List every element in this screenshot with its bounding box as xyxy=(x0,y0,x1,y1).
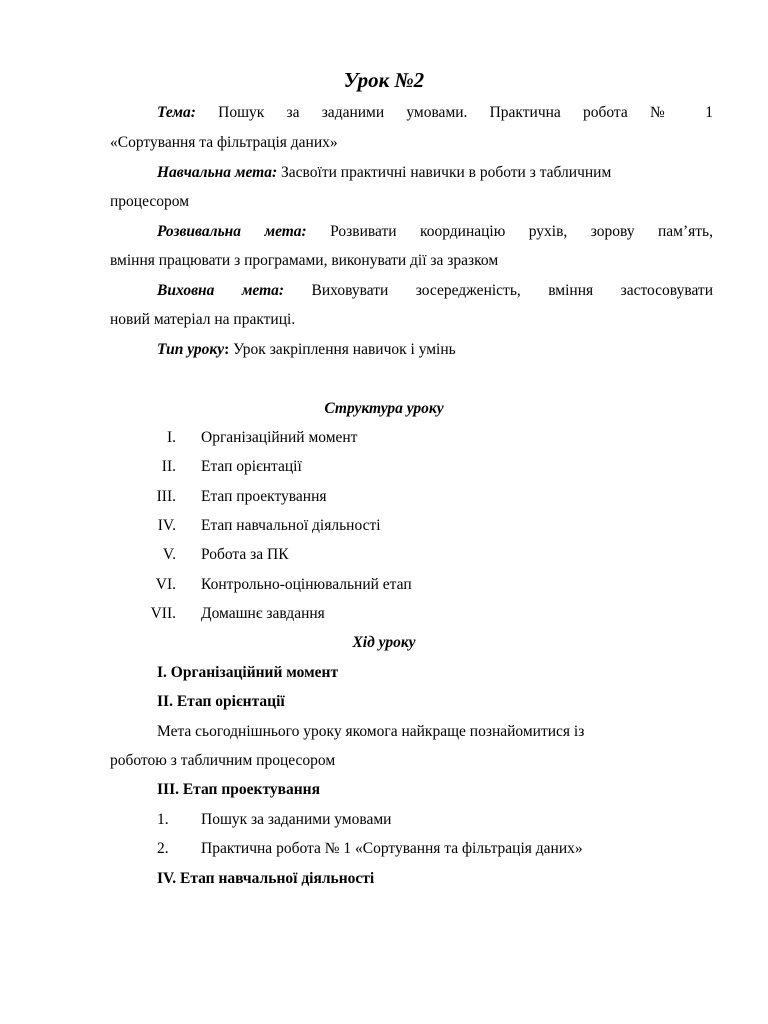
topic-label: Тема: xyxy=(157,104,196,121)
list-item-text: Робота за ПК xyxy=(201,546,289,563)
lesson-type-colon: : xyxy=(224,341,230,358)
upbringing-goal-text-continued: новий матеріал на практиці. xyxy=(110,311,296,328)
lesson-purpose: Мета сьогоднішнього уроку якомога найкраще познайомитися із xyxy=(157,723,585,740)
list-item-text: Контрольно-оцінювальний етап xyxy=(201,576,412,593)
stage-2-heading: ІІ. Етап орієнтації xyxy=(157,693,285,710)
educational-goal-text: Засвоїти практичні навички в роботи з табличним xyxy=(281,164,612,181)
list-item-number: VII. xyxy=(150,605,176,622)
list-item-number: I. xyxy=(166,429,176,446)
developmental-goal-text: Розвивати координацію рухів, зорову пам’ять, xyxy=(330,223,713,240)
list-item-text: Організаційний момент xyxy=(201,429,358,446)
list-item-text: Етап орієнтації xyxy=(201,458,302,475)
educational-goal-label: Навчальна мета: xyxy=(157,164,278,181)
lesson-title: Урок №2 xyxy=(343,68,425,92)
upbringing-goal-text: Виховувати зосередженість, вміння застосовувати xyxy=(311,282,713,299)
list-item-number: IV. xyxy=(157,517,176,534)
lesson-type-label: Тип уроку xyxy=(157,341,225,358)
lesson-type-text: Урок закріплення навичок і умінь xyxy=(229,341,456,358)
list-item-text: Домашнє завдання xyxy=(201,605,325,622)
list-item-text: Пошук за заданими умовами xyxy=(201,811,392,828)
developmental-goal-label: Розвивальна мета: xyxy=(157,223,307,240)
stage-3-heading: ІІІ. Етап проектування xyxy=(157,781,320,798)
list-item-number: II. xyxy=(161,458,176,475)
list-item-number: III. xyxy=(156,488,176,505)
lesson-type-line xyxy=(157,340,713,360)
educational-goal-text-continued: процесором xyxy=(110,193,189,210)
stage-4-heading: IV. Етап навчальної діяльності xyxy=(157,870,375,887)
structure-heading: Структура уроку xyxy=(324,400,444,417)
progress-heading: Хід уроку xyxy=(352,634,416,651)
topic-text: Пошук за заданими умовами. Практична робота № 1 xyxy=(218,104,714,121)
list-item-text: Практична робота № 1 «Сортування та фільтрація даних» xyxy=(201,840,583,857)
developmental-goal-line xyxy=(157,222,713,242)
upbringing-goal-label: Виховна мета: xyxy=(157,282,285,299)
developmental-goal-text-continued: вміння працювати з програмами, виконувати дії за зразком xyxy=(110,252,499,269)
topic-line xyxy=(157,103,713,123)
list-item-text: Етап навчальної діяльності xyxy=(201,517,381,534)
list-item-number: V. xyxy=(162,546,176,563)
list-item-number: 1. xyxy=(157,811,169,828)
list-item-number: VI. xyxy=(155,576,176,593)
lesson-purpose-continued: роботою з табличним процесором xyxy=(110,752,336,769)
educational-goal-line xyxy=(157,163,713,183)
list-item-number: 2. xyxy=(157,840,169,857)
stage-1-heading: І. Організаційний момент xyxy=(157,664,339,681)
list-item-text: Етап проектування xyxy=(201,488,327,505)
upbringing-goal-line xyxy=(157,281,713,301)
topic-text-continued: «Сортування та фільтрація даних» xyxy=(110,134,338,151)
